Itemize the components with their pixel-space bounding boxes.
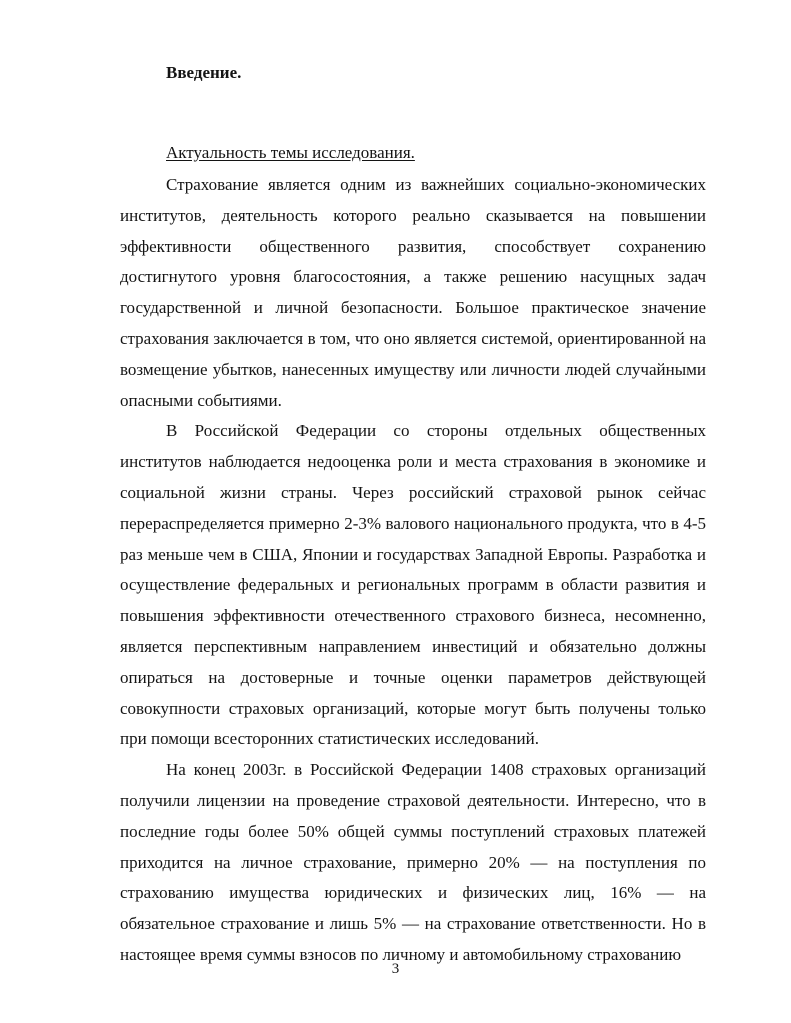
body-text (120, 170, 706, 971)
paragraph-2: В Российской Федерации со стороны отдельных общественных институтов наблюдается недооценка роли и места страхования в экономике и социальной жизни страны. Через российский страховой рынок сейчас перераспределяется примерно 2-3% валового национального продукта, что в 4-5 раз меньше чем в США, Японии и государствах Западной Европы. Разработка и осуществление федеральных и региональных программ в области развития и повышения эффективности отечественного страхового бизнеса, несомненно, является перспективным направлением инвестиций и обязательно должны опираться на достоверные и точные оценки параметров действующей совокупности страховых организаций, которые могут быть получены только при помощи всесторонних статистических исследований. (120, 421, 706, 749)
paragraph-1: Страхование является одним из важнейших социально-экономических институтов, деятельность которого реально сказывается на повышении эффективности общественного развития, способствует сохранению достигнутого уровня благосостояния, а также решению насущных задач государственной и личной безопасности. Большое практическое значение страхования заключается в том, что оно является системой, ориентированной на возмещение убытков, нанесенных имуществу или личности людей случайными опасными событиями. (120, 175, 706, 410)
page-number: 3 (391, 961, 400, 977)
subsection-heading: Актуальность темы исследования. (166, 143, 415, 162)
paragraph-3: На конец 2003г. в Российской Федерации 1408 страховых организаций получили лицензии на проведение страховой деятельности. Интересно, что в последние годы более 50% общей суммы поступлений страховых платежей приходится на личное страхование, примерно 20% — на поступления по страхованию имущества юридических и физических лиц, 16% — на обязательное страхование и лишь 5% — на страхование ответственности. Но в настоящее время суммы взносов по личному и автомобильному страхованию (120, 760, 706, 964)
section-heading: Введение. (166, 63, 242, 82)
